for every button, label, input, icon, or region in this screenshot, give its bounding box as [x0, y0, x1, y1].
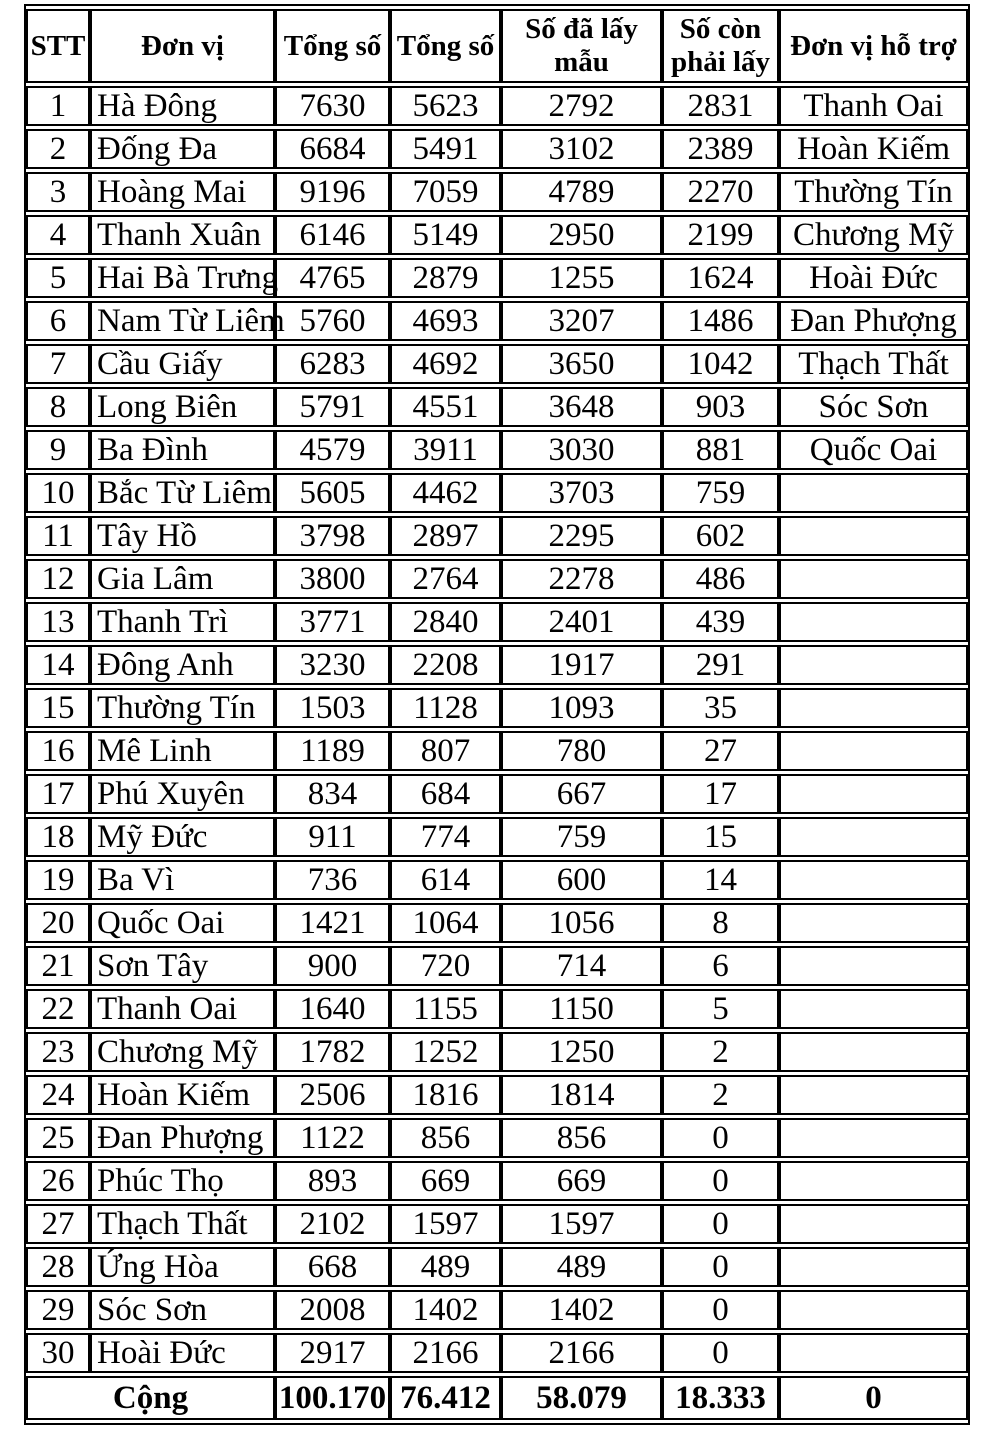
cell-tong-so-1: 3771 — [275, 602, 390, 642]
cell-tong-so-1: 1122 — [275, 1118, 390, 1158]
col-header-so-da-lay-mau: Số đã lấy mẫu — [501, 9, 662, 83]
table-row — [26, 430, 968, 470]
cell-don-vi: Gia Lâm — [90, 559, 275, 599]
table-row — [26, 989, 968, 1029]
cell-tong-so-2: 2764 — [390, 559, 501, 599]
cell-tong-so-2: 2840 — [390, 602, 501, 642]
cell-tong-so-1: 5791 — [275, 387, 390, 427]
cell-stt: 2 — [26, 129, 90, 169]
table-row — [26, 860, 968, 900]
table-row — [26, 344, 968, 384]
cell-so-con-phai-lay: 1042 — [662, 344, 779, 384]
cell-so-da-lay-mau: 2950 — [501, 215, 662, 255]
cell-don-vi: Sơn Tây — [90, 946, 275, 986]
col-header-so-con-phai-lay: Số còn phải lấy — [662, 9, 779, 83]
table-row — [26, 688, 968, 728]
cell-so-da-lay-mau: 2166 — [501, 1333, 662, 1373]
cell-tong-so-1: 2506 — [275, 1075, 390, 1115]
cell-so-con-phai-lay: 2199 — [662, 215, 779, 255]
cell-tong-so-2: 669 — [390, 1161, 501, 1201]
cell-so-da-lay-mau: 3102 — [501, 129, 662, 169]
table-row — [26, 602, 968, 642]
cell-don-vi: Phúc Thọ — [90, 1161, 275, 1201]
cell-so-da-lay-mau: 1093 — [501, 688, 662, 728]
cell-don-vi: Ba Đình — [90, 430, 275, 470]
cell-tong-so-2: 614 — [390, 860, 501, 900]
cell-stt: 21 — [26, 946, 90, 986]
cell-so-con-phai-lay: 903 — [662, 387, 779, 427]
cell-so-da-lay-mau: 1250 — [501, 1032, 662, 1072]
cell-stt: 15 — [26, 688, 90, 728]
cell-stt: 9 — [26, 430, 90, 470]
cell-don-vi-ho-tro: Thanh Oai — [779, 86, 968, 126]
cell-stt: 19 — [26, 860, 90, 900]
table-row — [26, 1075, 968, 1115]
cell-so-con-phai-lay: 602 — [662, 516, 779, 556]
cell-stt: 24 — [26, 1075, 90, 1115]
cell-tong-so-1: 834 — [275, 774, 390, 814]
cell-so-da-lay-mau: 3648 — [501, 387, 662, 427]
cell-don-vi: Ứng Hòa — [90, 1247, 275, 1287]
cell-don-vi-ho-tro — [779, 1247, 968, 1287]
cell-so-da-lay-mau: 667 — [501, 774, 662, 814]
cell-so-con-phai-lay: 2270 — [662, 172, 779, 212]
cell-stt: 17 — [26, 774, 90, 814]
cell-don-vi: Nam Từ Liêm — [90, 301, 275, 341]
cell-so-con-phai-lay: 0 — [662, 1333, 779, 1373]
cell-so-con-phai-lay: 15 — [662, 817, 779, 857]
cell-don-vi-ho-tro: Sóc Sơn — [779, 387, 968, 427]
cell-don-vi-ho-tro — [779, 645, 968, 685]
cell-stt: 20 — [26, 903, 90, 943]
col-header-stt: STT — [26, 9, 90, 83]
cell-so-da-lay-mau: 3703 — [501, 473, 662, 513]
cell-so-con-phai-lay: 6 — [662, 946, 779, 986]
cell-tong-so-2: 3911 — [390, 430, 501, 470]
cell-stt: 30 — [26, 1333, 90, 1373]
cell-don-vi-ho-tro — [779, 1118, 968, 1158]
cell-tong-so-2: 1155 — [390, 989, 501, 1029]
cell-so-da-lay-mau: 714 — [501, 946, 662, 986]
cell-don-vi: Ba Vì — [90, 860, 275, 900]
table-row — [26, 817, 968, 857]
cell-so-da-lay-mau: 2401 — [501, 602, 662, 642]
cell-don-vi-ho-tro — [779, 1290, 968, 1330]
cell-so-da-lay-mau: 1402 — [501, 1290, 662, 1330]
cell-so-con-phai-lay: 291 — [662, 645, 779, 685]
cell-tong-so-1: 6684 — [275, 129, 390, 169]
table-row — [26, 1247, 968, 1287]
cell-don-vi-ho-tro — [779, 1075, 968, 1115]
cell-tong-so-1: 6146 — [275, 215, 390, 255]
cell-stt: 16 — [26, 731, 90, 771]
cell-so-con-phai-lay: 0 — [662, 1161, 779, 1201]
cell-stt: 4 — [26, 215, 90, 255]
cell-tong-so-2: 1597 — [390, 1204, 501, 1244]
cell-so-da-lay-mau: 1597 — [501, 1204, 662, 1244]
table-row — [26, 86, 968, 126]
cell-don-vi: Thanh Trì — [90, 602, 275, 642]
cell-tong-so-2: 4462 — [390, 473, 501, 513]
cell-stt: 25 — [26, 1118, 90, 1158]
cell-stt: 14 — [26, 645, 90, 685]
cell-don-vi-ho-tro: Hoàn Kiếm — [779, 129, 968, 169]
table-row — [26, 1118, 968, 1158]
cell-stt: 8 — [26, 387, 90, 427]
table-row — [26, 258, 968, 298]
cell-tong-so-1: 1640 — [275, 989, 390, 1029]
cell-so-con-phai-lay: 2831 — [662, 86, 779, 126]
cell-stt: 28 — [26, 1247, 90, 1287]
cell-tong-so-2: 684 — [390, 774, 501, 814]
cell-so-con-phai-lay: 0 — [662, 1118, 779, 1158]
table-row — [26, 645, 968, 685]
cell-so-da-lay-mau: 3650 — [501, 344, 662, 384]
footer-total-label: Cộng — [26, 1376, 275, 1420]
cell-tong-so-2: 4551 — [390, 387, 501, 427]
cell-so-da-lay-mau: 1056 — [501, 903, 662, 943]
cell-so-con-phai-lay: 8 — [662, 903, 779, 943]
cell-stt: 13 — [26, 602, 90, 642]
table-row — [26, 903, 968, 943]
col-header-don-vi-ho-tro: Đơn vị hỗ trợ — [779, 9, 968, 83]
cell-don-vi-ho-tro — [779, 1333, 968, 1373]
table-row — [26, 129, 968, 169]
cell-don-vi: Phú Xuyên — [90, 774, 275, 814]
cell-stt: 5 — [26, 258, 90, 298]
cell-don-vi-ho-tro — [779, 559, 968, 599]
table-body — [26, 86, 968, 1373]
cell-don-vi: Mỹ Đức — [90, 817, 275, 857]
cell-don-vi-ho-tro — [779, 1161, 968, 1201]
cell-so-da-lay-mau: 1150 — [501, 989, 662, 1029]
cell-tong-so-2: 5491 — [390, 129, 501, 169]
footer-total-don-vi-ho-tro: 0 — [779, 1376, 968, 1420]
cell-stt: 22 — [26, 989, 90, 1029]
cell-stt: 6 — [26, 301, 90, 341]
cell-so-con-phai-lay: 1486 — [662, 301, 779, 341]
cell-so-con-phai-lay: 2 — [662, 1032, 779, 1072]
cell-tong-so-2: 774 — [390, 817, 501, 857]
cell-don-vi: Hà Đông — [90, 86, 275, 126]
cell-don-vi: Chương Mỹ — [90, 1032, 275, 1072]
cell-don-vi-ho-tro — [779, 602, 968, 642]
cell-don-vi: Bắc Từ Liêm — [90, 473, 275, 513]
cell-so-da-lay-mau: 3030 — [501, 430, 662, 470]
cell-don-vi: Hoàn Kiếm — [90, 1075, 275, 1115]
header-row — [26, 9, 968, 83]
cell-tong-so-1: 900 — [275, 946, 390, 986]
cell-tong-so-1: 1782 — [275, 1032, 390, 1072]
cell-don-vi-ho-tro — [779, 1204, 968, 1244]
cell-so-con-phai-lay: 14 — [662, 860, 779, 900]
cell-tong-so-2: 2879 — [390, 258, 501, 298]
cell-tong-so-1: 4579 — [275, 430, 390, 470]
cell-tong-so-2: 1128 — [390, 688, 501, 728]
table-row — [26, 473, 968, 513]
cell-don-vi: Quốc Oai — [90, 903, 275, 943]
cell-tong-so-1: 5760 — [275, 301, 390, 341]
cell-so-con-phai-lay: 2 — [662, 1075, 779, 1115]
cell-so-con-phai-lay: 1624 — [662, 258, 779, 298]
cell-don-vi: Thường Tín — [90, 688, 275, 728]
cell-so-da-lay-mau: 489 — [501, 1247, 662, 1287]
cell-don-vi: Hoàng Mai — [90, 172, 275, 212]
cell-don-vi-ho-tro: Thường Tín — [779, 172, 968, 212]
cell-so-da-lay-mau: 600 — [501, 860, 662, 900]
cell-tong-so-2: 2166 — [390, 1333, 501, 1373]
cell-tong-so-1: 2917 — [275, 1333, 390, 1373]
cell-so-con-phai-lay: 27 — [662, 731, 779, 771]
cell-don-vi-ho-tro: Quốc Oai — [779, 430, 968, 470]
cell-don-vi-ho-tro — [779, 989, 968, 1029]
col-header-tong-so-1: Tổng số — [275, 9, 390, 83]
cell-tong-so-1: 6283 — [275, 344, 390, 384]
cell-don-vi-ho-tro — [779, 774, 968, 814]
table-row — [26, 1204, 968, 1244]
cell-tong-so-2: 1252 — [390, 1032, 501, 1072]
table-row — [26, 946, 968, 986]
cell-so-da-lay-mau: 856 — [501, 1118, 662, 1158]
cell-don-vi: Hoài Đức — [90, 1333, 275, 1373]
table-row — [26, 172, 968, 212]
cell-don-vi: Tây Hồ — [90, 516, 275, 556]
cell-stt: 3 — [26, 172, 90, 212]
footer-total-so-da-lay-mau: 58.079 — [501, 1376, 662, 1420]
cell-so-con-phai-lay: 0 — [662, 1204, 779, 1244]
cell-stt: 18 — [26, 817, 90, 857]
cell-tong-so-1: 7630 — [275, 86, 390, 126]
cell-don-vi: Sóc Sơn — [90, 1290, 275, 1330]
cell-tong-so-1: 893 — [275, 1161, 390, 1201]
table-row — [26, 1161, 968, 1201]
cell-don-vi: Đông Anh — [90, 645, 275, 685]
footer-row — [26, 1376, 968, 1420]
cell-so-con-phai-lay: 881 — [662, 430, 779, 470]
cell-don-vi-ho-tro — [779, 817, 968, 857]
cell-don-vi-ho-tro — [779, 516, 968, 556]
cell-so-da-lay-mau: 2792 — [501, 86, 662, 126]
cell-don-vi-ho-tro — [779, 860, 968, 900]
cell-don-vi: Hai Bà Trưng — [90, 258, 275, 298]
cell-tong-so-2: 4693 — [390, 301, 501, 341]
cell-tong-so-1: 3230 — [275, 645, 390, 685]
cell-don-vi: Cầu Giấy — [90, 344, 275, 384]
cell-so-da-lay-mau: 759 — [501, 817, 662, 857]
cell-don-vi: Đống Đa — [90, 129, 275, 169]
cell-tong-so-2: 2897 — [390, 516, 501, 556]
cell-tong-so-2: 7059 — [390, 172, 501, 212]
cell-tong-so-2: 5149 — [390, 215, 501, 255]
cell-so-da-lay-mau: 1255 — [501, 258, 662, 298]
footer-total-so-con-phai-lay: 18.333 — [662, 1376, 779, 1420]
col-header-tong-so-2: Tổng số — [390, 9, 501, 83]
cell-so-da-lay-mau: 669 — [501, 1161, 662, 1201]
cell-tong-so-1: 3800 — [275, 559, 390, 599]
cell-tong-so-1: 9196 — [275, 172, 390, 212]
cell-tong-so-2: 1816 — [390, 1075, 501, 1115]
cell-tong-so-2: 2208 — [390, 645, 501, 685]
table-row — [26, 1032, 968, 1072]
table-row — [26, 215, 968, 255]
cell-tong-so-1: 736 — [275, 860, 390, 900]
cell-stt: 11 — [26, 516, 90, 556]
cell-don-vi-ho-tro — [779, 731, 968, 771]
cell-so-con-phai-lay: 0 — [662, 1247, 779, 1287]
cell-so-con-phai-lay: 35 — [662, 688, 779, 728]
cell-tong-so-2: 856 — [390, 1118, 501, 1158]
cell-don-vi-ho-tro — [779, 473, 968, 513]
cell-so-con-phai-lay: 439 — [662, 602, 779, 642]
cell-stt: 10 — [26, 473, 90, 513]
cell-tong-so-2: 1402 — [390, 1290, 501, 1330]
cell-stt: 12 — [26, 559, 90, 599]
cell-so-con-phai-lay: 2389 — [662, 129, 779, 169]
table-row — [26, 516, 968, 556]
cell-so-da-lay-mau: 780 — [501, 731, 662, 771]
cell-so-da-lay-mau: 2295 — [501, 516, 662, 556]
table-row — [26, 774, 968, 814]
cell-so-da-lay-mau: 1814 — [501, 1075, 662, 1115]
cell-tong-so-1: 1503 — [275, 688, 390, 728]
cell-don-vi: Mê Linh — [90, 731, 275, 771]
cell-so-con-phai-lay: 17 — [662, 774, 779, 814]
cell-don-vi-ho-tro: Đan Phượng — [779, 301, 968, 341]
cell-don-vi-ho-tro — [779, 688, 968, 728]
cell-stt: 1 — [26, 86, 90, 126]
cell-so-con-phai-lay: 759 — [662, 473, 779, 513]
cell-tong-so-2: 720 — [390, 946, 501, 986]
cell-tong-so-2: 4692 — [390, 344, 501, 384]
cell-stt: 26 — [26, 1161, 90, 1201]
table-row — [26, 1290, 968, 1330]
table-row — [26, 559, 968, 599]
cell-don-vi: Thanh Oai — [90, 989, 275, 1029]
cell-so-da-lay-mau: 1917 — [501, 645, 662, 685]
table-row — [26, 731, 968, 771]
cell-stt: 23 — [26, 1032, 90, 1072]
footer-total-tong-so-1: 100.170 — [275, 1376, 390, 1420]
cell-tong-so-1: 1189 — [275, 731, 390, 771]
cell-so-con-phai-lay: 5 — [662, 989, 779, 1029]
cell-don-vi: Thạch Thất — [90, 1204, 275, 1244]
cell-stt: 27 — [26, 1204, 90, 1244]
cell-tong-so-1: 668 — [275, 1247, 390, 1287]
table-row — [26, 301, 968, 341]
cell-tong-so-1: 1421 — [275, 903, 390, 943]
cell-don-vi-ho-tro — [779, 903, 968, 943]
cell-so-con-phai-lay: 0 — [662, 1290, 779, 1330]
cell-don-vi: Thanh Xuân — [90, 215, 275, 255]
cell-don-vi: Long Biên — [90, 387, 275, 427]
table-header — [26, 9, 968, 83]
cell-tong-so-1: 5605 — [275, 473, 390, 513]
cell-so-da-lay-mau: 2278 — [501, 559, 662, 599]
cell-tong-so-2: 489 — [390, 1247, 501, 1287]
table-footer — [26, 1376, 968, 1420]
cell-don-vi-ho-tro — [779, 946, 968, 986]
cell-so-da-lay-mau: 3207 — [501, 301, 662, 341]
table-row — [26, 1333, 968, 1373]
cell-tong-so-1: 2008 — [275, 1290, 390, 1330]
cell-tong-so-1: 3798 — [275, 516, 390, 556]
cell-so-da-lay-mau: 4789 — [501, 172, 662, 212]
cell-tong-so-1: 4765 — [275, 258, 390, 298]
table-container — [24, 4, 970, 1425]
table-row — [26, 387, 968, 427]
cell-stt: 29 — [26, 1290, 90, 1330]
cell-tong-so-1: 2102 — [275, 1204, 390, 1244]
cell-don-vi-ho-tro: Thạch Thất — [779, 344, 968, 384]
footer-total-tong-so-2: 76.412 — [390, 1376, 501, 1420]
cell-tong-so-2: 1064 — [390, 903, 501, 943]
sampling-table — [24, 4, 970, 1425]
col-header-don-vi: Đơn vị — [90, 9, 275, 83]
cell-don-vi-ho-tro: Chương Mỹ — [779, 215, 968, 255]
cell-don-vi-ho-tro: Hoài Đức — [779, 258, 968, 298]
cell-don-vi: Đan Phượng — [90, 1118, 275, 1158]
cell-don-vi-ho-tro — [779, 1032, 968, 1072]
cell-tong-so-1: 911 — [275, 817, 390, 857]
cell-so-con-phai-lay: 486 — [662, 559, 779, 599]
cell-stt: 7 — [26, 344, 90, 384]
cell-tong-so-2: 807 — [390, 731, 501, 771]
cell-tong-so-2: 5623 — [390, 86, 501, 126]
